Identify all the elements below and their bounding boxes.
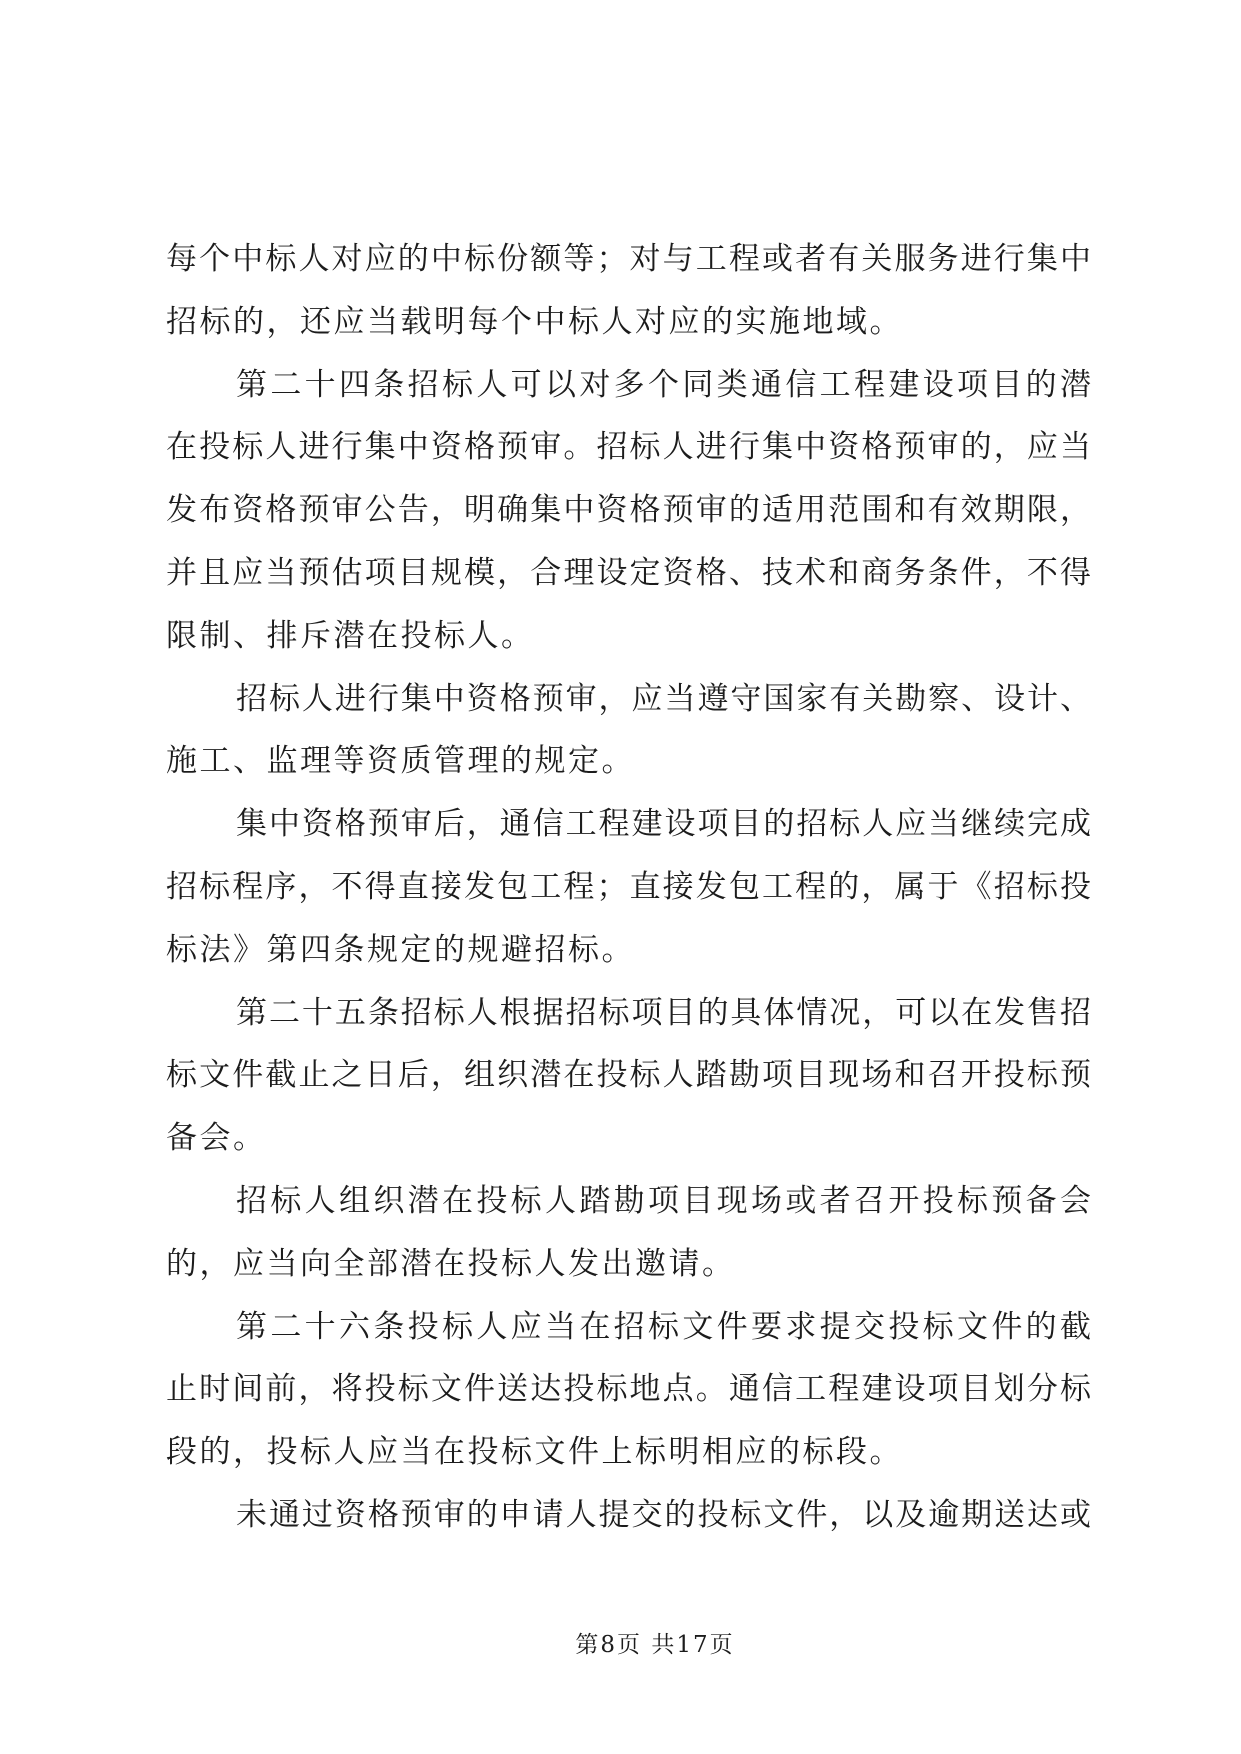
text-line: 集中资格预审后，通信工程建设项目的招标人应当继续完成 (236, 806, 1091, 843)
text-line: 的，应当向全部潜在投标人发出邀请。 (166, 1245, 736, 1282)
paragraph (166, 793, 1091, 981)
text-line: 招标人组织潜在投标人踏勘项目现场或者召开投标预备会 (236, 1182, 1091, 1219)
text-line: 标法》第四条规定的规避招标。 (166, 931, 635, 968)
paragraph (166, 982, 1091, 1170)
paragraph (166, 228, 1091, 354)
text-line: 未通过资格预审的申请人提交的投标文件，以及逾期送达或 (236, 1496, 1091, 1533)
text-line: 并且应当预估项目规模，合理设定资格、技术和商务条件，不得 (166, 554, 1091, 591)
paragraph (166, 354, 1091, 668)
text-line: 第二十四条招标人可以对多个同类通信工程建设项目的潜 (236, 366, 1091, 403)
text-line: 发布资格预审公告，明确集中资格预审的适用范围和有效期限， (166, 492, 1091, 529)
text-line: 备会。 (166, 1120, 267, 1157)
paragraph (166, 668, 1091, 794)
text-line: 限制、排斥潜在投标人。 (166, 617, 535, 654)
text-line: 招标人进行集中资格预审，应当遵守国家有关勘察、设计、 (236, 680, 1091, 717)
text-line: 施工、监理等资质管理的规定。 (166, 743, 635, 780)
body-text (166, 228, 1091, 1547)
text-line: 第二十五条招标人根据招标项目的具体情况，可以在发售招 (236, 994, 1091, 1031)
text-line: 第二十六条投标人应当在招标文件要求提交投标文件的截 (236, 1308, 1091, 1345)
paragraph (166, 1170, 1091, 1296)
page-number-footer: 第8页 共17页 (575, 1632, 735, 1658)
text-line: 在投标人进行集中资格预审。招标人进行集中资格预审的，应当 (166, 429, 1091, 466)
paragraph (166, 1484, 1091, 1547)
text-line: 每个中标人对应的中标份额等；对与工程或者有关服务进行集中 (166, 241, 1091, 277)
text-line: 招标的，还应当载明每个中标人对应的实施地域。 (166, 303, 903, 340)
text-line: 止时间前，将投标文件送达投标地点。通信工程建设项目划分标 (166, 1371, 1091, 1408)
text-line: 段的，投标人应当在投标文件上标明相应的标段。 (166, 1434, 903, 1471)
text-line: 标文件截止之日后，组织潜在投标人踏勘项目现场和召开投标预 (166, 1057, 1091, 1094)
paragraph (166, 1296, 1091, 1484)
text-line: 招标程序，不得直接发包工程；直接发包工程的，属于《招标投 (166, 868, 1091, 905)
